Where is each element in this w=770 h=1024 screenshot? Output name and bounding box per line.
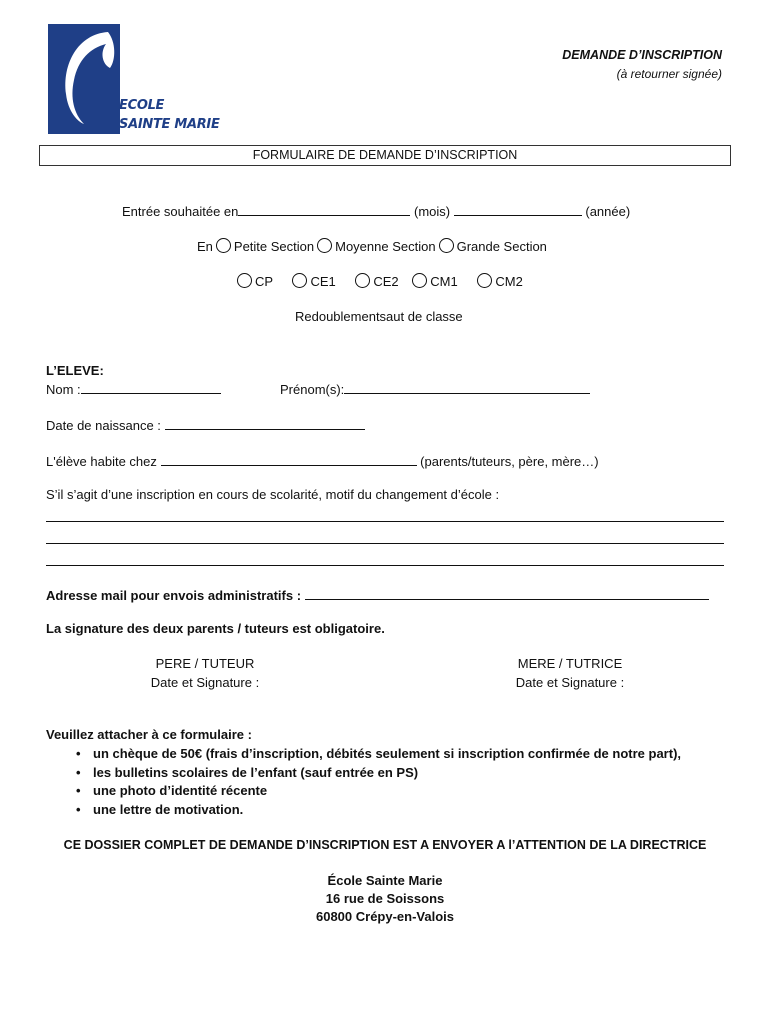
nom-field[interactable] xyxy=(81,380,221,394)
address-line3: 60800 Crépy-en-Valois xyxy=(315,909,455,924)
radio-grande-section[interactable] xyxy=(439,238,454,253)
logo-line1: ECOLE xyxy=(119,98,165,113)
logo-line2: SAINTE MARIE xyxy=(119,117,220,132)
motif-line-2[interactable] xyxy=(46,543,724,544)
prenom-label: Prénom(s): xyxy=(280,382,345,397)
naissance-row xyxy=(46,416,365,433)
habite-label: L'élève habite chez xyxy=(46,454,157,469)
header-subtitle: (à retourner signée) xyxy=(616,67,722,81)
entry-year-label: (année) xyxy=(585,204,631,219)
eleve-heading: L’ELEVE: xyxy=(46,363,104,378)
pere-signature-label: Date et Signature : xyxy=(150,675,260,690)
class-row xyxy=(234,273,523,289)
entry-month-field[interactable] xyxy=(238,202,410,216)
pere-title: PERE / TUTEUR xyxy=(155,656,255,671)
entry-month-label: (mois) xyxy=(414,204,451,219)
attach-item: • les bulletins scolaires de l’enfant (sauf entrée en PS) xyxy=(93,764,747,783)
motif-line-3[interactable] xyxy=(46,565,724,566)
logo-swoosh-icon xyxy=(48,24,120,134)
label-grande-section: Grande Section xyxy=(456,239,547,254)
entry-year-field[interactable] xyxy=(454,202,582,216)
mere-signature-label: Date et Signature : xyxy=(515,675,625,690)
radio-ce2[interactable] xyxy=(355,273,370,288)
attach-list xyxy=(47,745,747,819)
mere-title: MERE / TUTRICE xyxy=(517,656,623,671)
label-moyenne-section: Moyenne Section xyxy=(335,239,436,254)
section-row xyxy=(197,238,547,254)
label-ce1: CE1 xyxy=(310,274,336,289)
attach-item: • une lettre de motivation. xyxy=(93,801,747,820)
redoublement-text: Redoublementsaut de classe xyxy=(295,309,463,324)
signature-note: La signature des deux parents / tuteurs est obligatoire. xyxy=(46,621,385,636)
label-cm1: CM1 xyxy=(430,274,458,289)
radio-ce1[interactable] xyxy=(292,273,307,288)
attach-item: • une photo d’identité récente xyxy=(93,782,747,801)
prenom-field[interactable] xyxy=(344,380,590,394)
habite-field[interactable] xyxy=(161,452,417,466)
radio-petite-section[interactable] xyxy=(216,238,231,253)
label-cm2: CM2 xyxy=(495,274,523,289)
attach-item: • un chèque de 50€ (frais d’inscription, débités seulement si inscription confirmée de notre part), xyxy=(93,745,747,764)
label-petite-section: Petite Section xyxy=(233,239,315,254)
notice-text: CE DOSSIER COMPLET DE DEMANDE D’INSCRIPTION EST A ENVOYER A l’ATTENTION DE LA DIRECTRICE xyxy=(63,838,707,852)
mail-row xyxy=(46,586,709,603)
radio-cm1[interactable] xyxy=(412,273,427,288)
naissance-label: Date de naissance : xyxy=(46,418,161,433)
mail-field[interactable] xyxy=(305,586,709,600)
entry-row xyxy=(122,202,630,219)
radio-moyenne-section[interactable] xyxy=(317,238,332,253)
radio-cp[interactable] xyxy=(237,273,252,288)
address-line1: École Sainte Marie xyxy=(327,873,443,888)
address-line2: 16 rue de Soissons xyxy=(325,891,445,906)
naissance-field[interactable] xyxy=(165,416,365,430)
nom-label: Nom : xyxy=(46,382,81,397)
habite-suffix: (parents/tuteurs, père, mère…) xyxy=(420,454,599,469)
header-title: DEMANDE D’INSCRIPTION xyxy=(562,48,722,62)
label-cp: CP xyxy=(255,274,273,289)
motif-label: S’il s’agit d’une inscription en cours de scolarité, motif du changement d’école : xyxy=(46,487,500,502)
motif-line-1[interactable] xyxy=(46,521,724,522)
school-logo xyxy=(48,24,120,134)
label-ce2: CE2 xyxy=(373,274,399,289)
logo-text xyxy=(119,96,220,134)
form-title: FORMULAIRE DE DEMANDE D’INSCRIPTION xyxy=(39,145,731,166)
attach-heading: Veuillez attacher à ce formulaire : xyxy=(46,727,252,742)
section-en-label: En xyxy=(197,239,213,254)
radio-cm2[interactable] xyxy=(477,273,492,288)
habite-row xyxy=(46,452,599,469)
entry-prefix: Entrée souhaitée en xyxy=(122,204,239,219)
nom-row xyxy=(46,380,221,397)
prenom-row xyxy=(280,380,590,397)
mail-label: Adresse mail pour envois administratifs : xyxy=(46,588,302,603)
